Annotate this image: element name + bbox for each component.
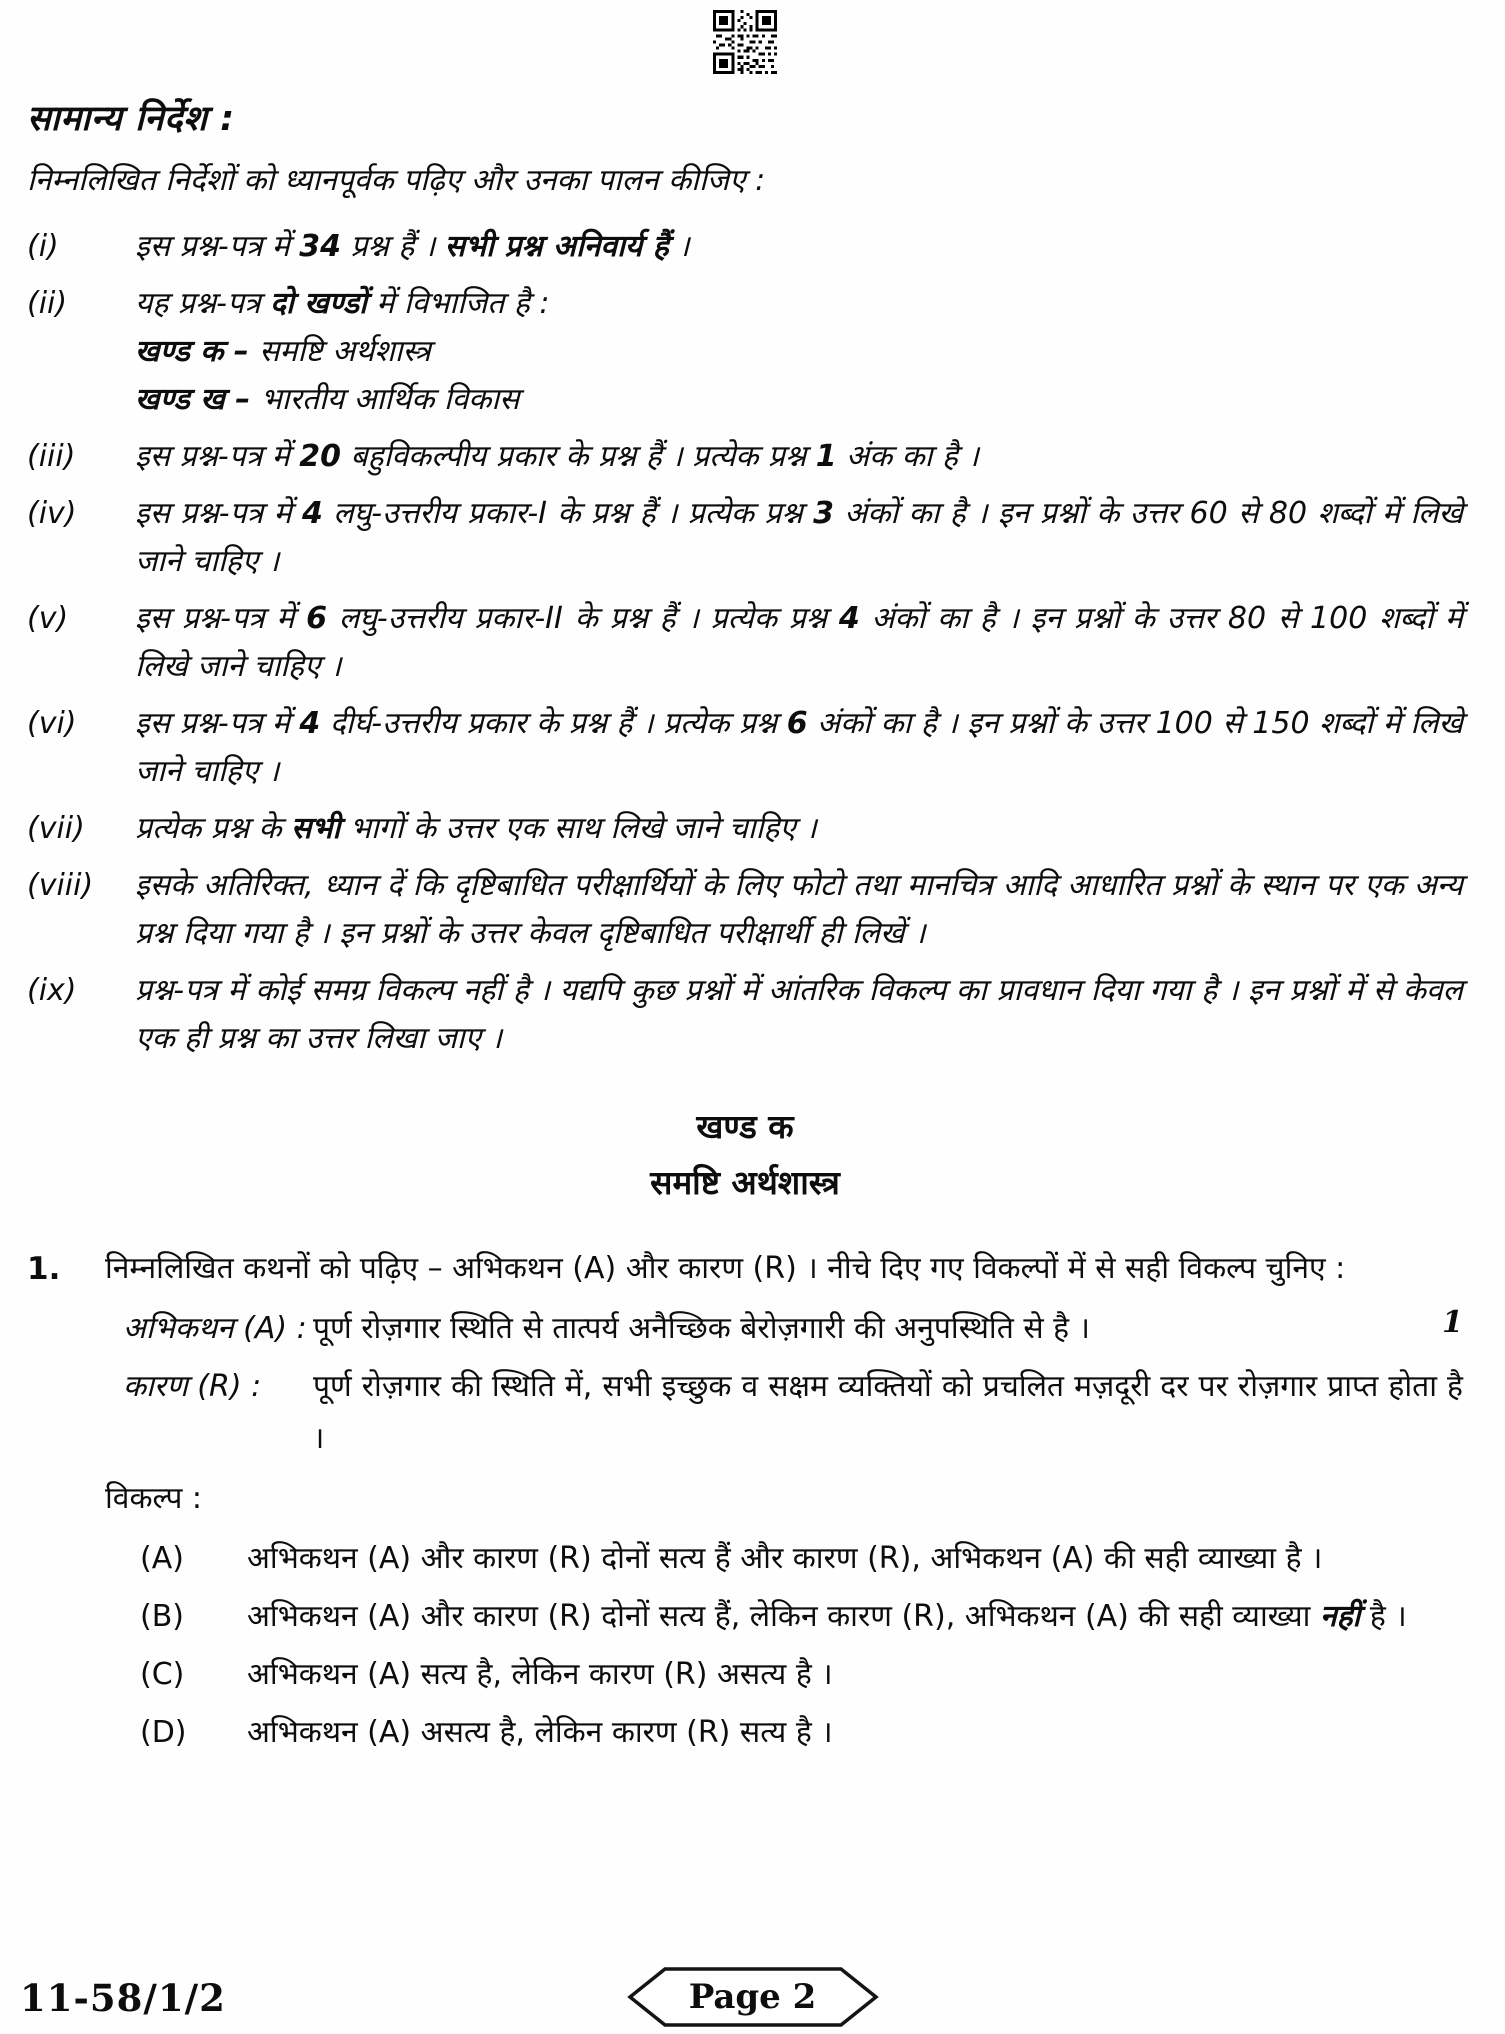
paper-code: 11-58/1/2 (20, 1976, 226, 2020)
assertion-label: अभिकथन (A) : (123, 1311, 307, 1346)
instruction-marker: (iii) (27, 439, 76, 474)
instruction-marker: (vi) (27, 706, 77, 741)
instruction-item-iv (27, 490, 1463, 586)
question-1 (27, 1243, 1463, 1767)
instruction-text (135, 280, 1463, 424)
question-marks: 1 (1442, 1305, 1463, 1340)
qr-code-container (27, 10, 1463, 74)
option-letter: (D) (140, 1715, 187, 1750)
reason-text: पूर्ण रोज़गार की स्थिति में, सभी इच्छुक व सक्षम व्यक्तियों को प्रचलित मज़दूरी दर पर रोज़गार प्राप्त होता है । (313, 1369, 1463, 1456)
instruction-text: इस प्रश्न-पत्र में 6 लघु-उत्तरीय प्रकार-II के प्रश्न हैं । प्रत्येक प्रश्न 4 अंकों का है । इन प्रश्नों के उत्तर 80 से 100 शब्दों में लिखे जाने चाहिए । (135, 601, 1463, 684)
options-heading: विकल्प : (105, 1481, 203, 1516)
option-letter: (C) (140, 1657, 185, 1692)
reason-row (105, 1361, 1463, 1465)
instruction-text: इस प्रश्न-पत्र में 4 दीर्घ-उत्तरीय प्रकार के प्रश्न हैं । प्रत्येक प्रश्न 6 अंकों का है । इन प्रश्नों के उत्तर 100 से 150 शब्दों में लिखे जाने चाहिए । (135, 706, 1464, 789)
instruction-marker: (viii) (27, 868, 94, 903)
reason-label: कारण (R) : (123, 1369, 262, 1404)
section-a-line: खण्ड क – समष्टि अर्थशास्त्र (135, 334, 431, 369)
instruction-item-iii (27, 433, 1463, 481)
instruction-marker: (i) (27, 229, 59, 264)
page-number-label: Page 2 (688, 1977, 817, 2017)
instruction-marker: (vii) (27, 811, 85, 846)
instruction-line: यह प्रश्न-पत्र दो खण्डों में विभाजित है : (135, 286, 550, 321)
instruction-text: प्रश्न-पत्र में कोई समग्र विकल्प नहीं है । यद्यपि कुछ प्रश्नों में आंतरिक विकल्प का प्रावधान दिया गया है । इन प्रश्नों में से केवल एक ही प्रश्न का उत्तर लिखा जाए । (135, 973, 1463, 1056)
instruction-marker: (ii) (27, 286, 68, 321)
page-number-badge (627, 1966, 879, 2028)
assertion-row (105, 1303, 1463, 1355)
instruction-item-v (27, 595, 1463, 691)
instruction-marker: (iv) (27, 496, 77, 531)
instruction-text: प्रत्येक प्रश्न के सभी भागों के उत्तर एक साथ लिखे जाने चाहिए । (135, 811, 817, 846)
instruction-text: इस प्रश्न-पत्र में 34 प्रश्न हैं । सभी प्रश्न अनिवार्य हैं । (135, 229, 690, 264)
option-letter: (A) (140, 1541, 184, 1576)
qr-code-icon (713, 10, 777, 74)
option-text: अभिकथन (A) और कारण (R) दोनों सत्य हैं, लेकिन कारण (R), अभिकथन (A) की सही व्याख्या नहीं है । (247, 1599, 1407, 1634)
section-heading (27, 1105, 1463, 1205)
section-title: समष्टि अर्थशास्त्र (650, 1163, 840, 1202)
instruction-item-vi (27, 700, 1463, 796)
section-b-line: खण्ड ख – भारतीय आर्थिक विकास (135, 382, 520, 417)
question-number: 1. (27, 1251, 61, 1287)
instruction-marker: (ix) (27, 973, 77, 1008)
instruction-text: इस प्रश्न-पत्र में 4 लघु-उत्तरीय प्रकार-I के प्रश्न हैं । प्रत्येक प्रश्न 3 अंकों का है । इन प्रश्नों के उत्तर 60 से 80 शब्दों में लिखे जाने चाहिए । (135, 496, 1463, 579)
instruction-item-ix (27, 967, 1463, 1063)
instruction-item-ii (27, 280, 1463, 424)
instruction-text: इस प्रश्न-पत्र में 20 बहुविकल्पीय प्रकार के प्रश्न हैं । प्रत्येक प्रश्न 1 अंक का है । (135, 439, 979, 474)
instruction-item-viii (27, 862, 1463, 958)
option-d (105, 1709, 1463, 1757)
assertion-text: पूर्ण रोज़गार स्थिति से तात्पर्य अनैच्छिक बेरोज़गारी की अनुपस्थिति से है । (313, 1311, 1090, 1346)
general-instructions-heading: सामान्य निर्देश : (27, 99, 235, 139)
option-b (105, 1593, 1463, 1641)
option-letter: (B) (140, 1599, 184, 1634)
instruction-item-i (27, 223, 1463, 271)
question-body (105, 1243, 1463, 1767)
instruction-text: इसके अतिरिक्त, ध्यान दें कि दृष्टिबाधित परीक्षार्थियों के लिए फोटो तथा मानचित्र आदि आधारित प्रश्नों के स्थान पर एक अन्य प्रश्न दिया गया है । इन प्रश्नों के उत्तर केवल दृष्टिबाधित परीक्षार्थी ही लिखें । (135, 868, 1463, 951)
option-text: अभिकथन (A) असत्य है, लेकिन कारण (R) सत्य है । (247, 1715, 833, 1750)
question-intro: निम्नलिखित कथनों को पढ़िए – अभिकथन (A) और कारण (R) । नीचे दिए गए विकल्पों में से सही विकल्प चुनिए : (105, 1251, 1346, 1286)
option-text: अभिकथन (A) और कारण (R) दोनों सत्य हैं और कारण (R), अभिकथन (A) की सही व्याख्या है । (247, 1541, 1323, 1576)
option-a (105, 1535, 1463, 1583)
section-part-label: खण्ड क (696, 1107, 794, 1146)
option-c (105, 1651, 1463, 1699)
option-text: अभिकथन (A) सत्य है, लेकिन कारण (R) असत्य है । (247, 1657, 833, 1692)
instruction-item-vii (27, 805, 1463, 853)
instruction-marker: (v) (27, 601, 69, 636)
general-instructions-intro: निम्नलिखित निर्देशों को ध्यानपूर्वक पढ़िए और उनका पालन कीजिए : (27, 163, 766, 198)
